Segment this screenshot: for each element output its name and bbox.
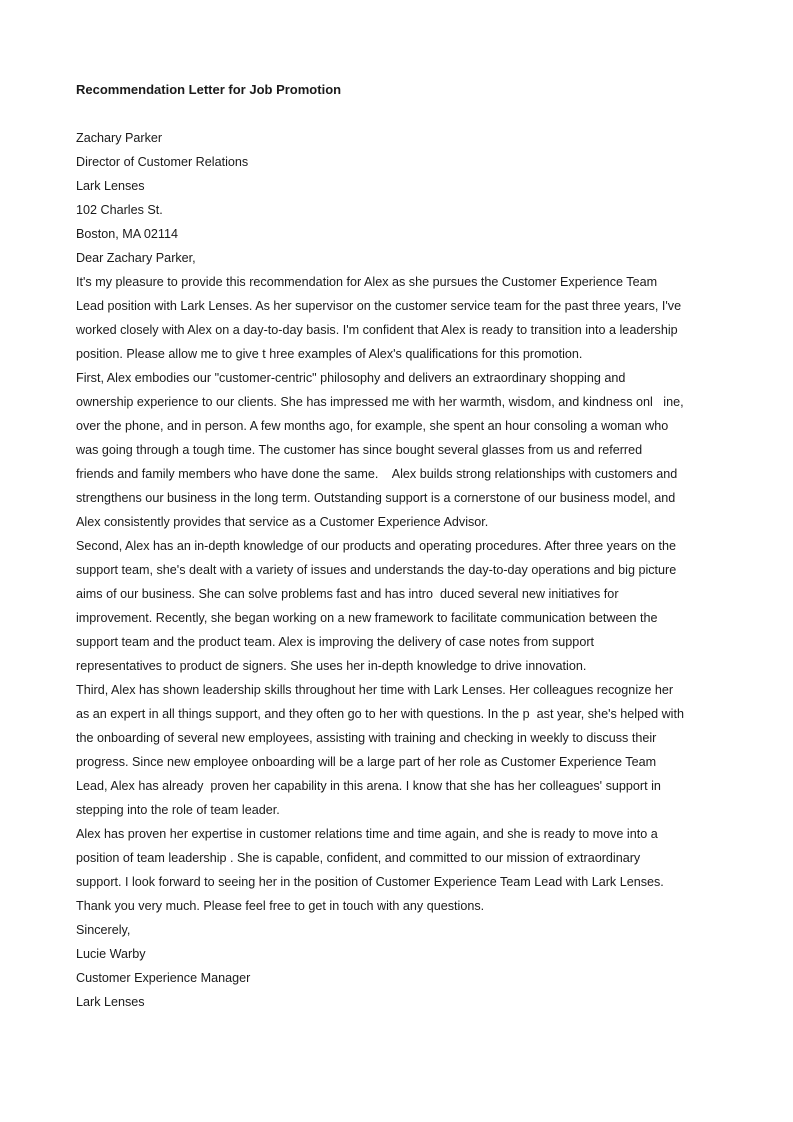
letter-body (76, 78, 726, 1014)
letter-lines (76, 126, 726, 1014)
letter-line: position. Please allow me to give t hree examples of Alex's qualifications for this promotion. (76, 347, 583, 361)
letter-line: First, Alex embodies our "customer-centric" philosophy and delivers an extraordinary shopping and (76, 371, 626, 385)
letter-line: Third, Alex has shown leadership skills throughout her time with Lark Lenses. Her colleagues recognize her (76, 683, 674, 697)
letter-line: 102 Charles St. (76, 203, 163, 217)
letter-line: Zachary Parker (76, 131, 163, 145)
letter-line: support team, she's dealt with a variety of issues and understands the day-to-day operations and big picture (76, 563, 677, 577)
letter-line: support. I look forward to seeing her in the position of Customer Experience Team Lead with Lark Lenses. (76, 875, 664, 889)
letter-line: progress. Since new employee onboarding will be a large part of her role as Customer Experience Team (76, 755, 657, 769)
letter-line: support team and the product team. Alex is improving the delivery of case notes from support (76, 635, 595, 649)
letter-line: Lark Lenses (76, 995, 145, 1009)
letter-line: Lark Lenses (76, 179, 145, 193)
letter-line: Alex has proven her expertise in customer relations time and time again, and she is ready to move into a (76, 827, 658, 841)
letter-line: friends and family members who have done the same. Alex builds strong relationships with customers and (76, 467, 678, 481)
letter-line: over the phone, and in person. A few months ago, for example, she spent an hour consoling a woman who (76, 419, 669, 433)
letter-line: worked closely with Alex on a day-to-day basis. I'm confident that Alex is ready to transition into a leadership (76, 323, 678, 337)
letter-line: Dear Zachary Parker, (76, 251, 196, 265)
letter-line: Director of Customer Relations (76, 155, 249, 169)
letter-line: Second, Alex has an in-depth knowledge of our products and operating procedures. After three years on the (76, 539, 676, 553)
letter-line: Thank you very much. Please feel free to get in touch with any questions. (76, 899, 485, 913)
letter-line: Alex consistently provides that service as a Customer Experience Advisor. (76, 515, 489, 529)
letter-line: aims of our business. She can solve problems fast and has intro duced several new initiatives for (76, 587, 619, 601)
letter-line: Lucie Warby (76, 947, 146, 961)
letter-line: ownership experience to our clients. She has impressed me with her warmth, wisdom, and kindness onl ine, (76, 395, 684, 409)
document-title: Recommendation Letter for Job Promotion (76, 82, 342, 97)
letter-line: It's my pleasure to provide this recommendation for Alex as she pursues the Customer Experience Team (76, 275, 658, 289)
letter-line: the onboarding of several new employees, assisting with training and checking in weekly to discuss their (76, 731, 657, 745)
letter-line: Lead position with Lark Lenses. As her supervisor on the customer service team for the past three years, I've (76, 299, 682, 313)
letter-line: Boston, MA 02114 (76, 227, 178, 241)
letter-line: strengthens our business in the long term. Outstanding support is a cornerstone of our business model, and (76, 491, 676, 505)
letter-line: stepping into the role of team leader. (76, 803, 280, 817)
letter-line: Customer Experience Manager (76, 971, 251, 985)
letter-line: was going through a tough time. The customer has since bought several glasses from us and referred (76, 443, 643, 457)
letter-line: improvement. Recently, she began working on a new framework to facilitate communication between the (76, 611, 658, 625)
letter-line: as an expert in all things support, and they often go to her with questions. In the p ast year, she's helped with (76, 707, 684, 721)
letter-line: Lead, Alex has already proven her capability in this arena. I know that she has her colleagues' support in (76, 779, 661, 793)
letter-line: representatives to product de signers. She uses her in-depth knowledge to drive innovation. (76, 659, 587, 673)
letter-line: position of team leadership . She is capable, confident, and committed to our mission of extraordinary (76, 851, 641, 865)
letter-line: Sincerely, (76, 923, 131, 937)
